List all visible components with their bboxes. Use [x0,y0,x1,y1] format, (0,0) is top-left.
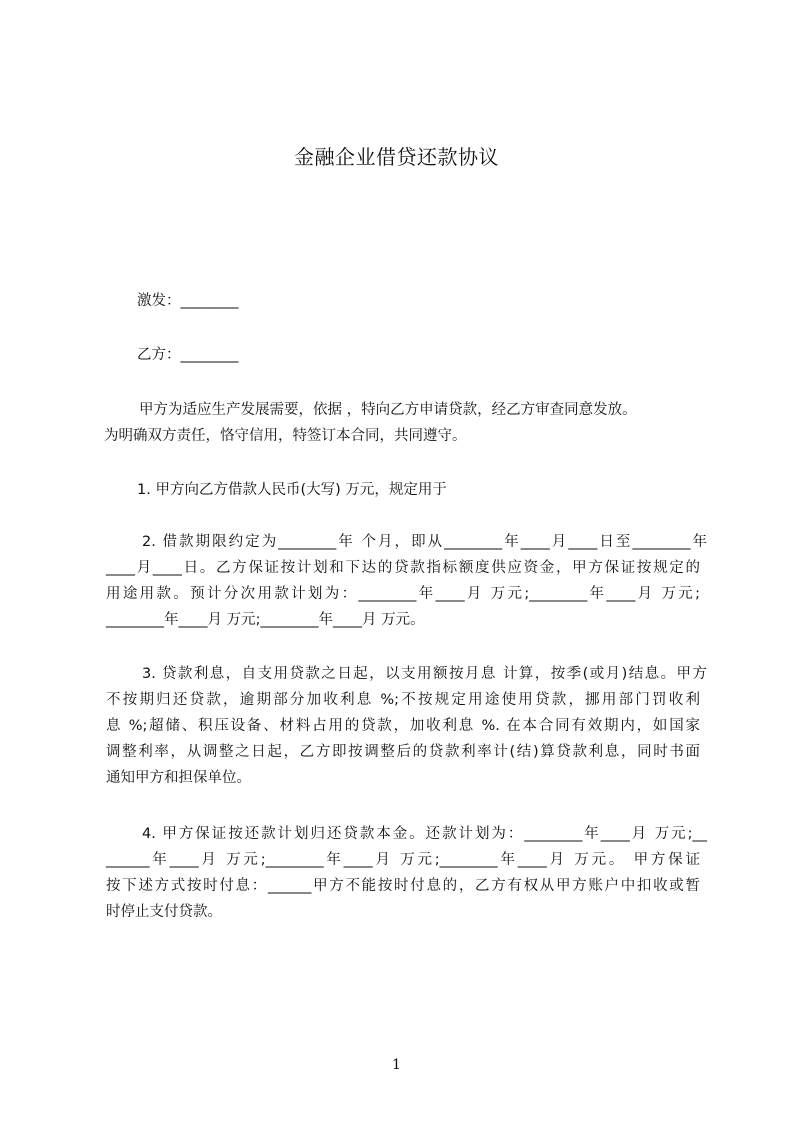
clause-1-line-1: 1. 甲方向乙方借款人民币(大写) 万元，规定用于 [137,482,447,498]
clause-3-line-3: 息 %;超储、积压设备、材料占用的贷款，加收利息 %. 在本合同有效期内，如国家 [106,718,700,734]
clause-2-line-1: 2. 借款期限约定为________年 个月，即从________年____月____日至________年 [142,534,707,550]
clause-4-line-2: ______年____月 万元;________年____月 万元;________年____月 万元。 甲方保证 [106,852,700,868]
clause-3-line-4: 调整利率，从调整之日起，乙方即按调整后的贷款利率计(结)算贷款利息，同时书面 [106,744,700,760]
clause-2-line-3: 用途用款。预计分次用款计划为：________年____月 万元;________年____月 万元; [106,586,700,602]
party-a-line: 激发：________ [137,293,239,309]
clause-2-line-4: ________年____月 万元;________年____月 万元。 [106,612,425,628]
page-number: 1 [392,1057,401,1073]
party-b-line: 乙方：________ [137,347,239,363]
clause-3-line-5: 通知甲方和担保单位。 [106,770,251,786]
clause-4-line-3: 按下述方式按时付息：______甲方不能按时付息的，乙方有权从甲方账户中扣收或暂 [106,878,700,894]
clause-3-line-2: 不按期归还贷款，逾期部分加收利息 %;不按规定用途使用贷款，挪用部门罚收利 [106,692,700,708]
clause-2-line-2: ____月____日。乙方保证按计划和下达的贷款指标额度供应资金，甲方保证按规定的 [106,560,700,576]
intro-line-2: 为明确双方责任，恪守信用，特签订本合同，共同遵守。 [104,428,467,444]
clause-3-line-1: 3. 贷款利息，自支用贷款之日起，以支用额按月息 计算，按季(或月)结息。甲方 [142,666,707,682]
document-title: 金融企业借贷还款协议 [294,145,499,169]
intro-line-1: 甲方为适应生产发展需要，依据 ，特向乙方申请贷款，经乙方审查同意发放。 [139,402,637,418]
clause-4-line-4: 时停止支付贷款。 [106,904,222,920]
clause-4-line-1: 4. 甲方保证按还款计划归还贷款本金。还款计划为：________年____月 万元;__ [142,826,707,842]
